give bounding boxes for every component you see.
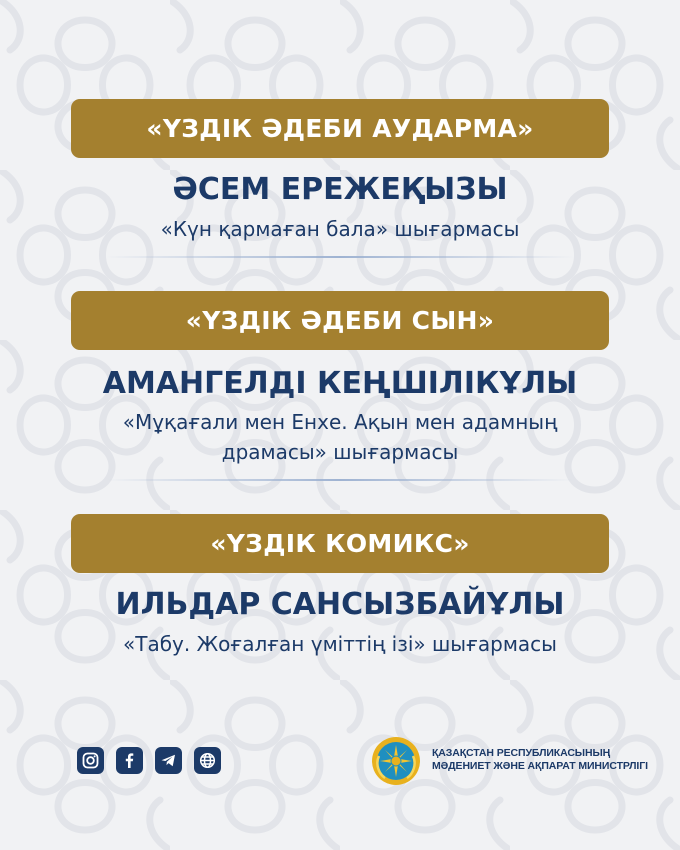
award-category-label: «ҮЗДІК ӘДЕБИ АУДАРМА»	[146, 114, 534, 143]
divider	[106, 479, 574, 481]
award-category-label: «ҮЗДІК КОМИКС»	[210, 529, 470, 558]
globe-icon[interactable]	[194, 747, 221, 774]
award-category-banner	[71, 99, 609, 158]
award-category-label: «ҮЗДІК ӘДЕБИ СЫН»	[185, 306, 495, 335]
work-title	[40, 629, 640, 659]
social-links	[77, 747, 221, 774]
award-category-banner	[71, 291, 609, 350]
winner-name: ИЛЬДАР САНСЫЗБАЙҰЛЫ	[115, 587, 565, 622]
divider	[106, 256, 574, 258]
instagram-icon[interactable]	[77, 747, 104, 774]
work-title-line: «Күн қармаған бала» шығармасы	[160, 217, 520, 241]
work-title	[40, 214, 640, 244]
work-title-line: драмасы» шығармасы	[221, 440, 459, 464]
winner-name: ӘСЕМ ЕРЕЖЕҚЫЗЫ	[172, 172, 508, 207]
award-category-banner	[71, 514, 609, 573]
kazakhstan-emblem-icon	[371, 736, 421, 786]
work-title-line: «Мұқағали мен Енхе. Ақын мен адамның	[122, 410, 558, 434]
work-title	[40, 407, 640, 467]
facebook-icon[interactable]	[116, 747, 143, 774]
work-title-line: «Табу. Жоғалған үміттің ізі» шығармасы	[123, 632, 557, 656]
ministry-name	[432, 747, 648, 773]
winner-name: АМАНГЕЛДІ КЕҢШІЛІКҰЛЫ	[102, 366, 578, 401]
ministry-name-line: МӘДЕНИЕТ ЖӘНЕ АҚПАРАТ МИНИСТРЛІГІ	[432, 760, 648, 772]
telegram-icon[interactable]	[155, 747, 182, 774]
ministry-name-line: ҚАЗАҚСТАН РЕСПУБЛИКАСЫНЫҢ	[432, 747, 611, 759]
